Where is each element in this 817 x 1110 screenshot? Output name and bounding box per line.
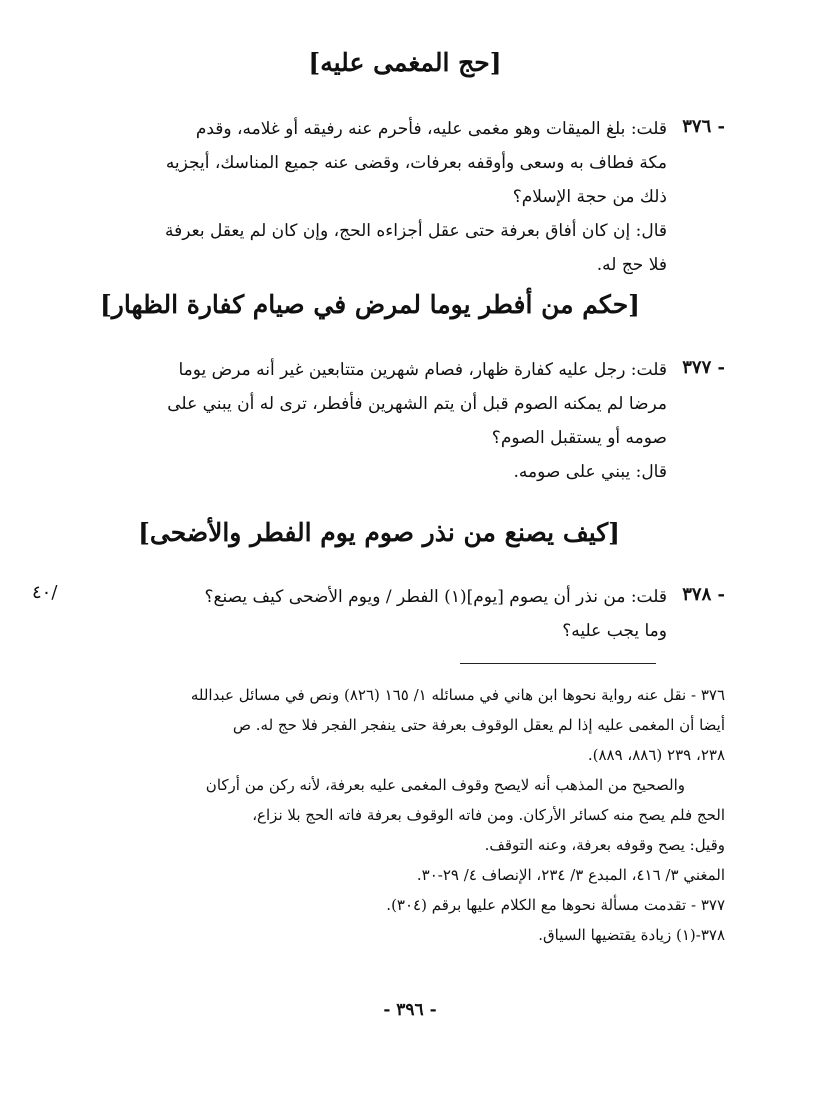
- entry-376-line: مكة فطاف به وسعى وأوقفه بعرفات، وقضى عنه جميع المناسك، أيجزيه: [165, 153, 667, 173]
- section-heading-2: [حكم من أفطر يوما لمرض في صيام كفارة الظهار]: [99, 290, 640, 319]
- entry-number-376: ٣٧٦ -: [682, 116, 725, 137]
- manuscript-folio-marker: ٤٠/: [32, 582, 58, 603]
- footnote-line: ٣٧٦ - نقل عنه رواية نحوها ابن هاني في مسائله ١/ ١٦٥ (٨٢٦) ونص في مسائل عبدالله: [190, 686, 725, 704]
- entry-378: [127, 580, 667, 648]
- footnote-line: المغني ٣/ ٤١٦، المبدع ٣/ ٢٣٤، الإنصاف ٤/ ٢٩-٣٠.: [416, 866, 725, 884]
- page-number: - ٣٩٦ -: [383, 1000, 437, 1020]
- entry-376-line: ذلك من حجة الإسلام؟: [512, 187, 667, 207]
- entry-377-line: قلت: رجل عليه كفارة ظهار، فصام شهرين متتابعين غير أنه مرض يوما: [178, 360, 667, 380]
- entry-376-line: فلا حج له.: [596, 255, 667, 275]
- entry-378-line: وما يجب عليه؟: [562, 621, 667, 641]
- footnote-line: وقيل: يصح وقوفه بعرفة، وعنه التوقف.: [484, 836, 725, 854]
- footnote-line: ٣٧٧ - تقدمت مسألة نحوها مع الكلام عليها برقم (٣٠٤).: [386, 896, 725, 914]
- entry-376-line: قلت: بلغ الميقات وهو مغمى عليه، فأحرم عنه رفيقه أو غلامه، وقدم: [195, 119, 667, 139]
- footnote-line: أيضا أن المغمى عليه إذا لم يعقل الوقوف بعرفة حتى ينفجر الفجر فلا حج له. ص: [232, 716, 725, 734]
- entry-377: [97, 353, 667, 489]
- entry-377-line: مرضا لم يمكنه الصوم قبل أن يتم الشهرين فأفطر، ترى له أن يبني على: [167, 394, 667, 414]
- entry-376: [97, 112, 667, 282]
- footnote-line: ٢٣٨، ٢٣٩ (٨٨٦، ٨٨٩).: [587, 746, 725, 764]
- footnote-line: والصحيح من المذهب أنه لايصح وقوف المغمى عليه بعرفة، لأنه ركن من أركان: [205, 776, 685, 794]
- entry-number-378: ٣٧٨ -: [682, 584, 725, 605]
- section-heading-3: [كيف يصنع من نذر صوم يوم الفطر والأضحى]: [138, 518, 620, 547]
- entry-377-line: صومه أو يستقبل الصوم؟: [491, 428, 667, 448]
- footnote-separator: [460, 663, 656, 664]
- footnote-line: ٣٧٨-(١) زيادة يقتضيها السياق.: [538, 926, 725, 944]
- entry-378-line: قلت: من نذر أن يصوم [يوم](١) الفطر / ويوم الأضحى كيف يصنع؟: [204, 587, 667, 607]
- footnotes: [85, 680, 725, 950]
- footnote-line: الحج فلم يصح منه كسائر الأركان. ومن فاته الوقوف بعرفة فاته الحج بلا نزاع،: [252, 806, 725, 824]
- entry-377-line: قال: يبني على صومه.: [513, 462, 667, 482]
- entry-number-377: ٣٧٧ -: [682, 357, 725, 378]
- section-heading-1: [حج المغمى عليه]: [308, 48, 502, 77]
- entry-376-line: قال: إن كان أفاق بعرفة حتى عقل أجزاءه الحج، وإن كان لم يعقل بعرفة: [165, 221, 667, 241]
